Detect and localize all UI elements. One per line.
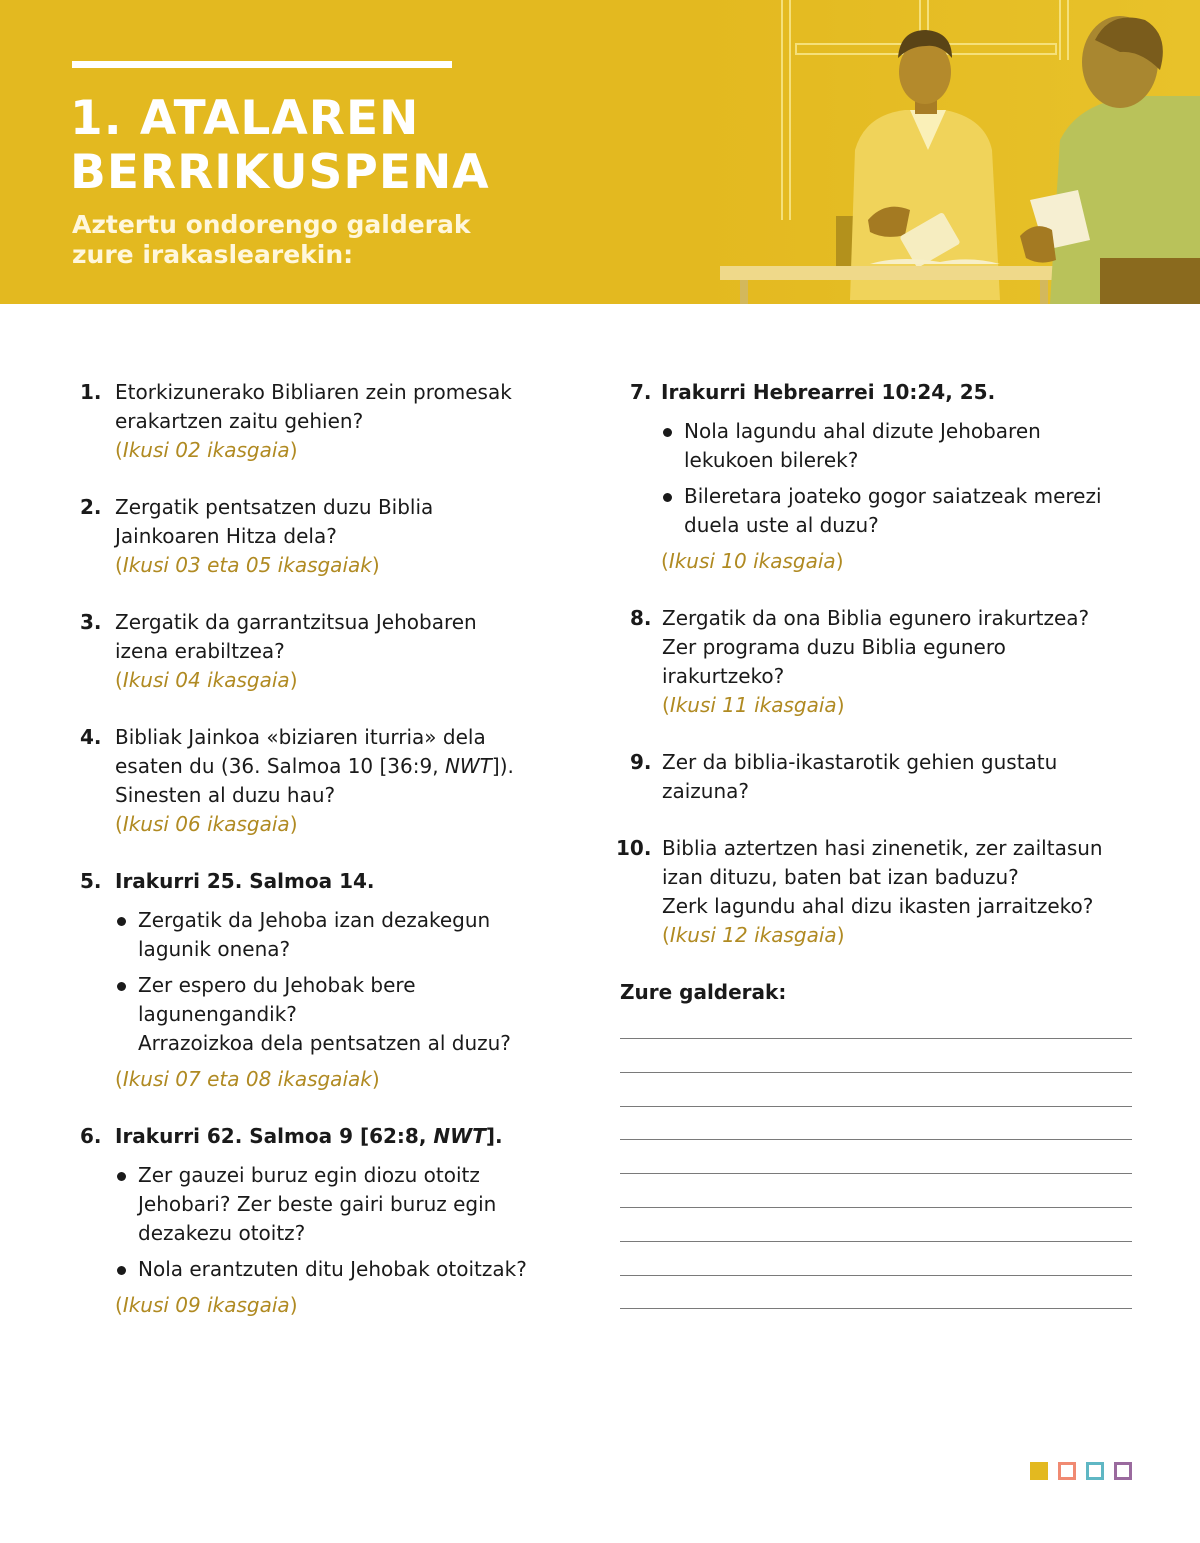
section-square-outline-icon <box>1114 1462 1132 1480</box>
bullet-icon <box>663 493 672 502</box>
page-subtitle-line2: zure irakaslearekin: <box>72 240 354 269</box>
lesson-reference-link[interactable]: (Ikusi 03 eta 05 ikasgaiak) <box>115 553 380 577</box>
question-line: Zer programa duzu Biblia egunero <box>662 635 1006 659</box>
bullet-icon <box>117 1172 126 1181</box>
questions-right-column <box>616 378 1136 1007</box>
lesson-reference-link[interactable]: (Ikusi 12 ikasgaia) <box>662 923 845 947</box>
question-10 <box>616 834 1136 950</box>
question-line: Zergatik da garrantzitsua Jehobaren <box>115 610 477 634</box>
lesson-reference-link[interactable]: (Ikusi 02 ikasgaia) <box>115 438 298 462</box>
lesson-reference-link[interactable]: (Ikusi 11 ikasgaia) <box>662 693 845 717</box>
lesson-reference-text: Ikusi 11 ikasgaia <box>669 693 837 717</box>
lesson-reference-text: Ikusi 07 eta 08 ikasgaiak <box>122 1067 372 1091</box>
writing-line[interactable] <box>620 1072 1132 1073</box>
sub-question-line: duela uste al duzu? <box>684 513 879 537</box>
question-line-part: esaten du (36. Salmoa 10 [36:9, <box>115 754 445 778</box>
section-square-filled-icon <box>1030 1462 1048 1480</box>
page-title <box>70 92 590 200</box>
question-line: Etorkizunerako Bibliaren zein promesak <box>115 380 512 404</box>
study-illustration <box>700 0 1200 304</box>
question-number: 9. <box>630 750 652 774</box>
question-line: erakartzen zaitu gehien? <box>115 409 364 433</box>
writing-line[interactable] <box>620 1139 1132 1140</box>
question-text <box>115 493 560 551</box>
question-line: Zerk lagundu ahal dizu ikasten jarraitzeko? <box>662 894 1094 918</box>
lesson-reference-text: Ikusi 12 ikasgaia <box>669 923 837 947</box>
question-5 <box>80 867 560 1094</box>
question-3 <box>80 608 560 695</box>
question-number: 5. <box>80 869 102 893</box>
sub-question-line: lagunik onena? <box>138 937 291 961</box>
sub-question-line: Zer gauzei buruz egin diozu otoitz <box>138 1163 480 1187</box>
bullet-icon <box>663 428 672 437</box>
question-line: Biblia aztertzen hasi zinenetik, zer zailtasun <box>662 836 1103 860</box>
lesson-reference-link[interactable]: (Ikusi 06 ikasgaia) <box>115 812 298 836</box>
sub-question-line: dezakezu otoitz? <box>138 1221 306 1245</box>
question-number: 8. <box>630 606 652 630</box>
sub-question-line: Arrazoizkoa dela pentsatzen al duzu? <box>138 1031 511 1055</box>
question-line: irakurtzeko? <box>662 664 785 688</box>
question-line: izan dituzu, baten bat izan baduzu? <box>662 865 1019 889</box>
question-8 <box>616 604 1136 720</box>
sub-question-line: Nola lagundu ahal dizute Jehobaren <box>684 419 1041 443</box>
question-line: Zer da biblia-ikastarotik gehien gustatu <box>662 750 1058 774</box>
sub-question-line: Zergatik da Jehoba izan dezakegun <box>138 908 491 932</box>
translation-abbrev: NWT <box>444 754 492 778</box>
sub-question-line: Zer espero du Jehobak bere <box>138 973 416 997</box>
question-7 <box>616 378 1136 576</box>
question-9 <box>616 748 1136 806</box>
question-line: izena erabiltzea? <box>115 639 285 663</box>
scripture-reading-heading: Irakurri Hebrearrei 10:24, 25. <box>661 380 996 404</box>
question-number: 1. <box>80 380 102 404</box>
writing-line[interactable] <box>620 1106 1132 1107</box>
question-line: Zergatik pentsatzen duzu Biblia <box>115 495 434 519</box>
page-title-line2: BERRIKUSPENA <box>70 145 490 200</box>
question-text <box>662 604 1136 691</box>
sub-question <box>661 417 1136 475</box>
question-number: 7. <box>630 380 652 404</box>
sub-question <box>115 971 560 1058</box>
writing-line[interactable] <box>620 1038 1132 1039</box>
question-line: Sinesten al duzu hau? <box>115 783 336 807</box>
lesson-reference-text: Ikusi 09 ikasgaia <box>122 1293 290 1317</box>
page-title-line1: 1. ATALAREN <box>70 91 420 146</box>
question-text <box>115 608 560 666</box>
questions-left-column <box>80 378 560 1348</box>
lesson-reference-text: Ikusi 03 eta 05 ikasgaiak <box>122 553 372 577</box>
question-6 <box>80 1122 560 1320</box>
sub-question <box>115 906 560 964</box>
question-text <box>662 834 1136 921</box>
question-number: 10. <box>616 836 652 860</box>
question-number: 2. <box>80 495 102 519</box>
question-number: 4. <box>80 725 102 749</box>
question-line: Zergatik da ona Biblia egunero irakurtzea? <box>662 606 1090 630</box>
sub-question <box>115 1161 560 1248</box>
lesson-reference-link[interactable]: (Ikusi 07 eta 08 ikasgaiak) <box>115 1067 380 1091</box>
your-questions-label: Zure galderak: <box>620 980 787 1004</box>
bullet-icon <box>117 917 126 926</box>
question-line <box>115 752 560 781</box>
section-progress-indicator <box>1030 1462 1132 1480</box>
header-banner <box>0 0 1200 304</box>
question-line: Bibliak Jainkoa «biziaren iturria» dela <box>115 725 486 749</box>
lesson-reference-text: Ikusi 10 ikasgaia <box>668 549 836 573</box>
page-subtitle <box>72 210 492 270</box>
sub-question-list <box>661 417 1136 540</box>
section-square-outline-icon <box>1058 1462 1076 1480</box>
bullet-icon <box>117 982 126 991</box>
question-line-part: ]). <box>491 754 514 778</box>
scripture-reading-heading <box>115 1122 560 1151</box>
translation-abbrev: NWT <box>433 1124 486 1148</box>
sub-question <box>661 482 1136 540</box>
sub-question-line: lagunengandik? <box>138 1002 297 1026</box>
sub-question-line: lekukoen bilerek? <box>684 448 859 472</box>
question-line: zaizuna? <box>662 779 750 803</box>
scripture-reading-heading: Irakurri 25. Salmoa 14. <box>115 869 375 893</box>
sub-question <box>115 1255 560 1284</box>
writing-line[interactable] <box>620 1308 1132 1309</box>
sub-question-list <box>115 1161 560 1284</box>
sub-question-list <box>115 906 560 1058</box>
heading-part: ]. <box>485 1124 503 1148</box>
heading-part: Irakurri 62. Salmoa 9 [62:8, <box>115 1124 434 1148</box>
question-text <box>662 748 1136 806</box>
writing-line[interactable] <box>620 1241 1132 1242</box>
writing-line[interactable] <box>620 1207 1132 1208</box>
section-square-outline-icon <box>1086 1462 1104 1480</box>
lesson-reference-text: Ikusi 04 ikasgaia <box>122 668 290 692</box>
sub-question-line: Jehobari? Zer beste gairi buruz egin <box>138 1192 497 1216</box>
question-text <box>115 378 560 436</box>
header-rule-divider <box>72 61 452 68</box>
question-number: 6. <box>80 1124 102 1148</box>
sub-question-line: Bileretara joateko gogor saiatzeak merezi <box>684 484 1102 508</box>
page-subtitle-line1: Aztertu ondorengo galderak <box>72 210 471 239</box>
writing-line[interactable] <box>620 1275 1132 1276</box>
lesson-reference-link[interactable]: (Ikusi 09 ikasgaia) <box>115 1293 298 1317</box>
question-2 <box>80 493 560 580</box>
writing-line[interactable] <box>620 1173 1132 1174</box>
lesson-reference-text: Ikusi 02 ikasgaia <box>122 438 290 462</box>
question-text <box>115 723 560 810</box>
question-4 <box>80 723 560 839</box>
question-1 <box>80 378 560 465</box>
lesson-reference-text: Ikusi 06 ikasgaia <box>122 812 290 836</box>
sub-question-line: Nola erantzuten ditu Jehobak otoitzak? <box>138 1257 527 1281</box>
bullet-icon <box>117 1266 126 1275</box>
lesson-reference-link[interactable]: (Ikusi 04 ikasgaia) <box>115 668 298 692</box>
question-line: Jainkoaren Hitza dela? <box>115 524 337 548</box>
lesson-reference-link[interactable]: (Ikusi 10 ikasgaia) <box>661 549 844 573</box>
question-number: 3. <box>80 610 102 634</box>
